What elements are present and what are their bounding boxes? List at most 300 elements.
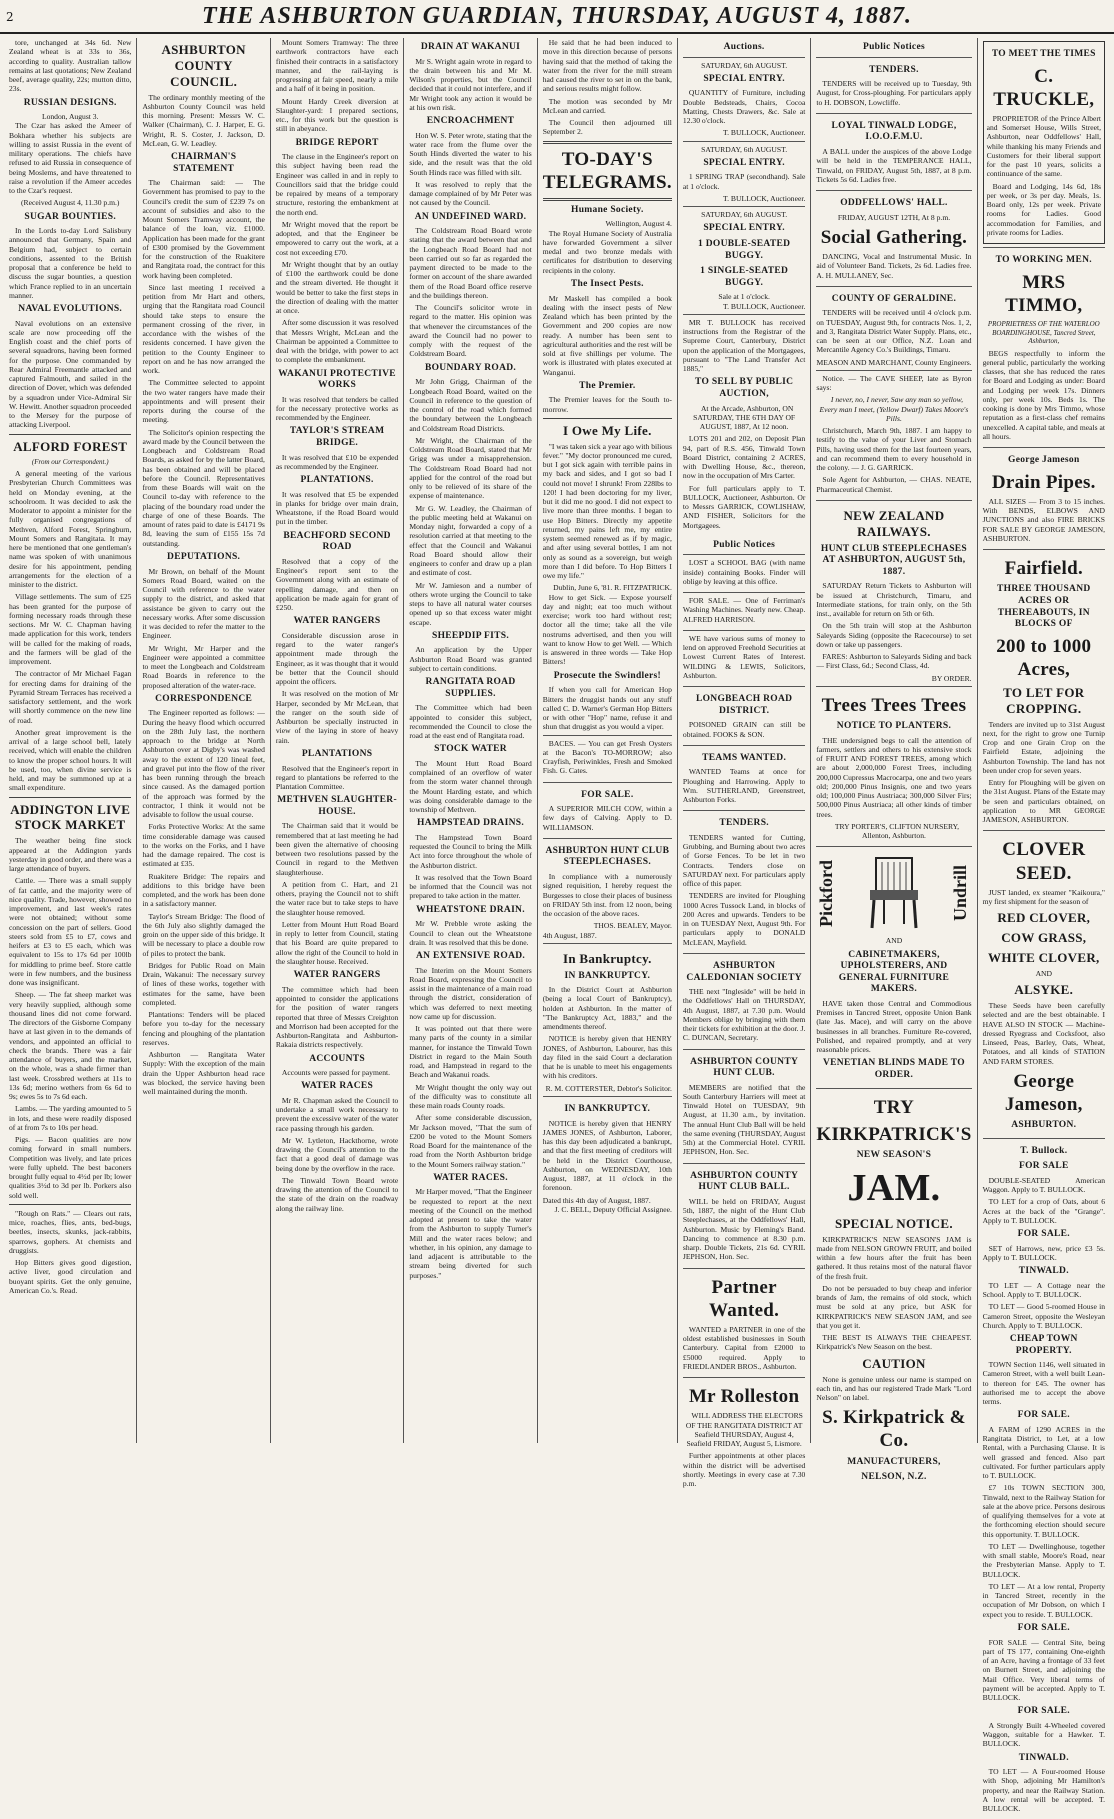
article-text: The weather being fine stock appeared at the Addington yards yesterday in good order, and there was a large attendance of buyers. [9, 836, 132, 874]
ad-text: PROPRIETOR of the Prince Albert and Somerset House, Wills Street, Ashburton, near Oddfellows' Hall, while thanking his many Friends and Customers for their liberal support for the past 10 years, solicits a continuance of the same. [986, 113, 1102, 179]
ad-text: WANTED a PARTNER in one of the oldest established businesses in South Canterbury. Capital from £2000 to £5000 required. Apply to FRIEDLANDER BROS., Ashburton. [682, 1324, 806, 1371]
ad-text: TENDERS wanted for Cutting, Grubbing, and Burning about two acres of Gorse Fences. To be let in two Contracts. Tenders close on SATURDAY next. For particulars apply office of this paper. [682, 832, 806, 889]
article-text: The Premier leaves for the South to-morrow. [542, 395, 672, 414]
article-text: Mr W. Lytleton, Hackthorne, wrote drawing the Council's attention to the fact that a good deal of damage was being done by the overflow in the race. [275, 1135, 399, 1173]
article-text: Resolved that a copy of the Engineer's report sent to the Government along with an estimate of repelling damage, and then on application be made again for grant of £250. [275, 556, 399, 613]
subheading: TAYLOR'S STREAM BRIDGE. [289, 426, 385, 449]
ad-text: DOUBLE-SEATED American Waggon. Apply to T. BULLOCK. [982, 1175, 1106, 1195]
article-text: After some considerable discussion, Mr Jackson moved, "That the sum of £200 be voted to the Mount Somers Road Board for the maintenance of the road from the North Ashburton bridge to the Mount Somers railway station." [409, 1113, 532, 1169]
ad-text: THE BEST IS ALWAYS THE CHEAPEST. Kirkpatrick's New Season on the best. [816, 1333, 972, 1352]
ad-text: JUST landed, ex steamer "Kaikoura," my first shipment for the season of [982, 887, 1106, 907]
article-text: How to get Sick. — Expose yourself day and night; eat too much without exercise; work too hard without rest; doctor all the time; take all the vile nostrums advertised, and then you will want to know How to get Well. — Which is answered in three words — Take Hop Bitters! [542, 592, 672, 667]
article-text: Sheep. — The fat sheep market was very heavily supplied, although some thousand lines did not come forward. The directors of the Gisborne Company have at last given in to the demands of vendors, and appointed an official to check the brands. There was a fair attendance of buyers, and the market, on the whole, was a shade firmer than last week. Crossbred wethers at 11s to 13s 6d; merino wethers from 6s 6d to 9s; ewes 5s to 7s 6d each. [9, 990, 132, 1102]
article-text: Lambs. — The yarding amounted to 5 in lots, and these were readily disposed of at from 7s to 10s per head. [9, 1104, 132, 1132]
ad-heading: CLOVER SEED. [1002, 839, 1086, 884]
legal-notice [543, 1096, 672, 1217]
subheading: WATER RACES [301, 1081, 374, 1092]
advertisement [983, 447, 1105, 549]
ad-heading: ODDFELLOWS' HALL. [840, 198, 948, 209]
ad-heading: IN BANKRUPTCY. [564, 1103, 651, 1114]
advertisement [983, 549, 1105, 830]
ad-heading: TO SELL BY PUBLIC AUCTION, [694, 377, 794, 399]
ad-heading: LONGBEACH ROAD DISTRICT. [695, 694, 793, 716]
ad-heading: TINWALD. [1018, 1752, 1069, 1763]
ad-text: In compliance with a numerously signed requisition, I hereby request the Burgesses to close their places of business on FRIDAY 5th inst. from 12 noon, being the occasion of the above races. [542, 872, 672, 918]
article-text: Village settlements. The sum of £25 has been granted for the purpose of forming necessary roads through these sections. Mr W. C. Chapman having made application for this work, tenders will be called for the making of roads, and the farmers will be glad of the improvement. [9, 592, 132, 667]
article-text: Taylor's Stream Bridge: The flood of the 6th July also slightly damaged the groin on the upper side of this bridge. It will be necessary to place a double row of piles to protect the bank. [142, 911, 265, 958]
advertisement [683, 745, 805, 811]
ad-heading: SPECIAL ENTRY. [703, 73, 785, 84]
ad-heading: T. Bullock. [1020, 1145, 1068, 1156]
advertisement [983, 247, 1105, 447]
ad-text: TENDERS are invited for Ploughing 1000 Acres Tussock Land, in blocks of 200 Acres and upwards. Tenders to be in on TUESDAY Next, August 9th. For particulars apply to DONALD McLEAN, Mayfield. [682, 891, 806, 947]
subheading: The Premier. [579, 380, 636, 391]
divider [9, 1204, 131, 1205]
article-text: It was resolved that the Town Board be informed that the Council was not prepared to take action in the matter. [409, 872, 532, 901]
ad-text: BEGS respectfully to inform the general public, particularly the working classes, that she has reduced the rates for Board and Lodging as under: Board and Lodging per week 17s. Dinners only, per week 10s. Beds 1s. The cooking is done by Mrs Timmo, whose reputation as a first-class chef remains unexcelled. A capital table, and meals at all hours. [982, 348, 1106, 441]
vertical-name-left: Pickford [816, 859, 837, 927]
ad-text: TO LET — Good 5-roomed House in Cameron Street, opposite the Wesleyan Church. Apply to T. BULLOCK. [982, 1302, 1106, 1330]
article-text: It was resolved to reply that the damage complained of by Mr Peter was not caused by the Council. [409, 179, 532, 208]
ad-date: SATURDAY, 6th AUGUST. [701, 144, 788, 154]
section-title: TO-DAY'S TELEGRAMS. [542, 148, 672, 193]
article-text: "I was taken sick a year ago with bilious fever." "My doctor pronounced me cured, but I got sick again with terrible pains in my back and sides, and I got so bad I could not move! I shrunk! From 228lbs to 120! I had been doctoring for my liver, but it did me no good. I did not expect to live more than three months. I began to use Hop Bitters. Directly my appetite returned, my pains left me, my entire system seemed renewed as if by magic, and after using several bottles, I am not only as sound as a sovereign, but weigh more than I did before. To Hop Bitters I owe my life." [542, 441, 672, 581]
advertisement [816, 286, 971, 370]
ad-heading: KIRKPATRICK'S [816, 1123, 972, 1145]
ad-heading: SPECIAL ENTRY. [703, 157, 785, 168]
article-text: Mr G. W. Leadley, the Chairman of the public meeting held at Wakanui on Monday night, forwarded a copy of a resolution carried at that meeting to the effect that the Council and Wakanui Road Board should allow their engineers to confer and draw up a plan and estimate of cost. [409, 503, 532, 578]
ad-text: DANCING, Vocal and Instrumental Music. In aid of Volunteer Band. Tickets, 2s 6d. Ladies free. A. H. MULLANEY, Sec. [816, 252, 972, 280]
ad-text: A Strongly Built 4-Wheeled covered Waggon, suitable for a Hawker. T. BULLOCK. [982, 1720, 1106, 1749]
article-text: Mr Wright moved that the report be adopted, and that the Engineer be empowered to carry out the work, at a cost not exceeding £70. [275, 219, 399, 257]
ad-heading: In Bankruptcy. [562, 950, 652, 966]
subheading: BEACHFORD SECOND ROAD [283, 530, 391, 553]
ad-text: WILL ADDRESS THE ELECTORS OF THE RANGITATA DISTRICT AT Seafield THURSDAY, August 4, Seafield FRIDAY, August 5, Lismore. [685, 1411, 803, 1449]
ad-heading: CABINETMAKERS, UPHOLSTERERS, AND GENERAL FURNITURE MAKERS. [838, 949, 950, 995]
divider [9, 434, 131, 435]
ad-heading: TO LET FOR CROPPING. [1003, 685, 1085, 716]
ad-date: SATURDAY, 6th AUGUST. [701, 210, 788, 220]
ad-text: In the District Court at Ashburton (being a local Court of Bankruptcy), holden at Ashburton. In the matter of "The Bankruptcy Act, 1883," and the amendments thereof. [542, 985, 672, 1032]
ad-text: Board and Lodging, 14s 6d, 18s per week, or 3s per day. Meals, 1s. Board only, 12s per week. Private rooms for Ladies. Good accommodation for Families, and private rooms for Ladies. [986, 181, 1102, 237]
article-text: Letter from Mount Hutt Road Board in reply to letter from Council, stating that his Board are quite prepared to allow the right of the Council to hold in the slaughter house. Received. [275, 919, 399, 966]
ad-heading: Drain Pipes. [991, 471, 1096, 493]
ad-text: Christchurch, March 9th, 1887. I am happy to testify to the value of your Liver and Stomach Pills, having used them for the last fourteen years, and can recommend them to every household in the colony. — J. G. GARRICK. [816, 426, 972, 473]
ad-text: Notice. — The CAVE SHEEP, late as Byron says: [816, 373, 972, 393]
ad-text: LOST a SCHOOL BAG (with name inside) containing Books. Finder will oblige by leaving at this office. [682, 558, 806, 586]
article-text: The Chairman said: — The Government has promised to pay to the Council's credit the sum of £239 7s on account of subsidies and also to the Mount Somers Tramway account, the balance of the loan, viz. £1000. Application has been made for the grant of £300 promised by the Government for the construction of the Ruakitere and Rangitata road, the contract for this work having been completed. [142, 178, 265, 280]
signature: T. BULLOCK, Auctioneer. [723, 128, 806, 138]
ad-heading: THREE THOUSAND ACRES OR THEREABOUTS, IN BLOCKS OF [997, 584, 1091, 630]
ad-heading: COUNTY OF GERALDINE. [831, 293, 957, 304]
signature: BY ORDER. [931, 673, 972, 683]
ad-heading: SPECIAL NOTICE. [835, 1215, 953, 1231]
ad-text: AND [1035, 968, 1053, 978]
headline: SUGAR BOUNTIES. [24, 211, 117, 222]
section-title: Public Notices [713, 539, 776, 550]
dateline: 4th August, 1887. [542, 930, 597, 940]
article-text: A petition from C. Hart, and 21 others, praying the Council not to shift the water race but to take steps to have the slaughter house removed. [275, 879, 399, 917]
ad-text: QUANTITY of Furniture, including Double Bedsteads, Chairs, Cocoa Matting, Chests Drawers, &c. Sale at 12.30 o'clock. [682, 88, 806, 126]
advertisement [816, 686, 971, 847]
ad-text: HAVE taken those Central and Commodious Premises in Tancred Street, opposite Union Bank (late Jas. Mace), and will carry on the above businesses in all branches. Furniture Re-covered, Polished, and repaired promptly, and at very reasonable prices. [816, 998, 972, 1055]
article-text: A general meeting of the various Presbyterian Church Committees was held on Monday evening, at the schoolroom. It was decided to ask the Moderator to appoint a minister for the fully organised congregations of Methven, Alford Forest, Springburn, Mount Somers and Rangitata. It may here be mentioned that one gentleman's name was spoken of with unanimous desire for his appointment, pending arrangements for the election of a minister to the district. [9, 469, 132, 590]
article-text: The Council's solicitor wrote in regard to the matter. His opinion was that whenever the circumstances of the award the Council had no power to comply with the request of the Coldstream Board. [409, 303, 532, 359]
column-3 [271, 38, 404, 1443]
columns [4, 38, 1110, 1814]
article-text: Another great improvement is the arrival of a large school bell, lately received, which will enable the children to know the proper school hours. It will be used, too, when divine service is held, and may be summoned up at a small expenditure. [9, 727, 132, 793]
ad-heading: TINWALD. [1018, 1266, 1069, 1277]
dateline: Dated this 4th day of August, 1887. [542, 1195, 651, 1205]
subheading: BOUNDARY ROAD. [424, 362, 517, 373]
ad-text: MR T. BULLOCK has received instructions from the Registrar of the Supreme Court, Canterbury, District upon the application of the Mortgagees, pursuant to "The Land Transfer Act 1885," [682, 317, 806, 374]
subheading: CHAIRMAN'S STATEMENT [171, 152, 237, 174]
article-text: It was resolved on the motion of Mr Harper, seconded by Mr McLean, that the ranger on the south side of Ashburton be specially instructed in view of the laying in store of heavy rain. [275, 689, 399, 745]
advertisement [983, 41, 1105, 244]
ad-text: Entry for Ploughing will be given on the 31st August. Plans of the Estate may be seen and particulars obtained, on application to MR GEORGE JAMESON, ASHBURTON. [982, 778, 1106, 825]
advertisement [683, 592, 805, 630]
ad-heading: ASHBURTON. [1011, 1120, 1077, 1131]
advertisement [543, 735, 672, 782]
ad-heading: Trees Trees Trees [821, 694, 967, 716]
ad-heading: TO MEET THE TIMES [991, 49, 1096, 59]
ad-text: NOTICE is hereby given that HENRY JONES, of Ashburton, Labourer, has this day filed in the said Court a declaration that he is unable to meet his engagements with his creditors. [542, 1034, 672, 1081]
article-text: Mr W. Jamieson and a number of others wrote urging the Council to take steps to have all natural water courses opened up so that excess water might escape. [409, 580, 532, 627]
ad-text: TENDERS will be received up to Tuesday, 9th August, for Cross-ploughing. For particulars apply to H. DOBSON, Lowcliffe. [816, 79, 972, 107]
article-text: Mr Brown, on behalf of the Mount Somers Road Board, waited on the Council with reference to the water supply to the district, and asked that assistance be given to carry out the necessary works. After some discussion it was decided to refer the matter to the Engineer. [142, 566, 265, 641]
ad-heading: FOR SALE [1018, 1161, 1069, 1172]
ad-text: TO LET — A Cottage near the School. Apply to T. BULLOCK. [982, 1280, 1106, 1299]
article-text: Mr Wright, Mr Harper and the Engineer were appointed a committee to meet the Longbeach and Coldstream Road Boards in reference to the proposed alteration of the water-race. [142, 643, 265, 690]
ad-item: 1 DOUBLE-SEATED BUGGY. [698, 239, 791, 261]
ad-heading: FOR SALE. [1017, 1706, 1070, 1717]
article-text: The contractor of Mr Michael Fagan for erecting dams for draining of the Pyramid Stream Terraces has received a satisfactory settlement, and the work will shortly commence on the new line of road. [9, 669, 132, 725]
ad-heading: ASHBURTON COUNTY HUNT CLUB BALL. [690, 1170, 799, 1193]
ad-heading: SPECIAL ENTRY. [703, 223, 785, 234]
ad-text: A FARM of 1290 ACRES in the Rangitata District, to Let, at a low Rental, with a Purchasing Clause. It is well grassed and fenced. Also part cultivated. For further particulars apply to T. BULLOCK. [982, 1424, 1106, 1481]
subheading: BRIDGE REPORT [295, 137, 379, 148]
ad-text: At the Arcade, Ashburton, ON SATURDAY, THE 6TH DAY OF AUGUST, 1887, At 12 noon. [693, 403, 796, 432]
ad-heading: CAUTION [862, 1355, 926, 1371]
ad-date: SATURDAY, 6th AUGUST. [701, 60, 788, 70]
subheading: WATER RANGERS [293, 616, 381, 627]
ad-text: For full particulars apply to T. BULLOCK, Auctioneer, Ashburton. Or to Messrs GARRICK, COWLISHAW, AND FISHER, Solicitors for the Mortgagees. [682, 483, 806, 530]
ad-item: COW GRASS, [1001, 930, 1087, 946]
subheading: RANGITATA ROAD SUPPLIES. [425, 677, 516, 699]
dateline: Wellington, August 4. [605, 219, 672, 229]
advertisement [683, 554, 805, 592]
ad-text: These Seeds have been carefully selected and are the best obtainable. I HAVE ALSO IN STOCK — Machine-dressed Ryegrass and Cocksfoot, also Linseed, Peas, Barley, Oats, Wheat, Potatoes, and all kinds of STATION AND FARM STORES. [982, 1001, 1106, 1066]
subheading: ACCOUNTS [309, 1053, 365, 1064]
advertisement [683, 57, 805, 141]
ad-heading: ASHBURTON COUNTY HUNT CLUB. [690, 1056, 799, 1079]
ad-text: FARES: Ashburton to Saleyards Siding and back — First Class, 6d.; Second Class, 4d. [816, 652, 972, 671]
article-text: The Committee selected to appoint the two water rangers have made their appointments and will present their reports during the course of the meeting. [142, 378, 265, 425]
advertisement [683, 1163, 805, 1268]
divider [543, 198, 672, 201]
ad-text: A SUPERIOR MILCH COW, within a few days of Calving. Apply to D. WILLIAMSON. [542, 804, 672, 832]
signature: Dublin, June 6, '81. R. FITZPATRICK. [553, 583, 672, 593]
ad-date: FRIDAY, AUGUST 12TH, At 8 p.m. [837, 212, 951, 222]
ad-subheading: PROPRIETRESS OF THE WATERLOO BOARDINGHOUSE, Tancred Street, Ashburton, [987, 320, 1100, 346]
ad-heading: C. TRUCKLE, [993, 65, 1095, 110]
ad-heading: IN BANKRUPTCY. [564, 970, 651, 981]
dateline: London, August 3. [41, 112, 99, 122]
article-text: Forks Protective Works: At the same time considerable damage was caused to the works on the Forks, and I have had the damage repaired. The cost is estimated at £35. [142, 822, 265, 869]
legal-notice [543, 943, 672, 1096]
ad-text: ALL SIZES — From 3 to 15 inches. With BENDS, ELBOWS AND JUNCTIONS and also FIRE BRICKS FOR SALE BY GEORGE JAMESON, ASHBURTON. [982, 496, 1106, 543]
subheading: DEPUTATIONS. [167, 551, 241, 562]
ad-text: POISONED GRAIN can still be obtained. FOOKS & SON. [682, 720, 806, 739]
ad-heading: Mr Rolleston [688, 1386, 800, 1408]
column-6 [678, 38, 811, 1489]
article-text: The Chairman said that it would be remembered that at last meeting he had been given the alternative of choosing between two resolutions passed by the Council in regard to the Methven slaughterhouse. [275, 821, 399, 877]
advertisement [543, 838, 672, 943]
ad-text: TO LET — Dwellinghouse, together with small stable, Moore's Road, near the Presbyterian Manse. Apply to T. BULLOCK. [982, 1541, 1106, 1579]
ad-heading: NEW ZEALAND RAILWAYS. [843, 507, 945, 539]
advertisement [816, 57, 971, 113]
article-text: Accounts were passed for payment. [281, 1068, 391, 1078]
dateline: (Received August 4, 11.30 p.m.) [21, 198, 120, 208]
ad-text: £7 10s TOWN SECTION 300, Tinwald, next to the Railway Station for sale at the above price. Persons desirous of qualifying themselves for a vote at the forthcoming election should secure this opportunity. T. BULLOCK. [982, 1483, 1106, 1539]
divider [9, 797, 131, 798]
divider [543, 418, 672, 419]
headline: ADDINGTON LIVE STOCK MARKET [10, 801, 131, 833]
column-5 [538, 38, 678, 1443]
article-text: Plantations: Tenders will be placed before you to-day for the necessary fencing and ploughing of the plantation reserves. [142, 1010, 265, 1047]
ad-heading: TRY [873, 1096, 915, 1118]
article-text: The Mount Hutt Road Board complained of an overflow of water from the storm water channel through the Mount Harding estate, and which was doing considerable damage to the township of Methven. [409, 758, 532, 815]
ad-text: TO LET — A Four-roomed House with Shop, adjoining Mr Hamilton's property, and near the Railway Station. A low rental will be accepted. T. BULLOCK. [982, 1767, 1106, 1814]
article-text: Naval evolutions on an extensive scale are now proceeding off the English coast and the chief ports of several squadrons, having been formed for the purpose. One commanded by Rear Admiral Freemantle attacked and captured Falmouth, and sailed in the direction of Dover, which was defended by a squadron under Vice-Admiral Sir W. Hewitt. Another squadron proceeded to the Mersey for the purpose of attacking Liverpool. [9, 318, 132, 430]
ad-text: SET of Harrows, new, price £3 5s. Apply to T. BULLOCK. [982, 1243, 1106, 1262]
advertisement [683, 314, 805, 536]
article-text: Considerable discussion arose in regard to the water ranger's appointment made through the Engineer, as it was thought that it would be better that the Council should appoint the officers. [275, 630, 399, 687]
ad-heading: TEAMS WANTED. [702, 752, 787, 763]
ad-item: 1 SINGLE-SEATED BUGGY. [700, 266, 789, 288]
column-2 [137, 38, 270, 1443]
advertisement [816, 370, 971, 500]
signature: THOS. BEALEY, Mayor. [593, 921, 672, 931]
armchair-icon [866, 854, 922, 932]
article-text: The committee which had been appointed to consider the applications for the position of water rangers reported that three of Messrs Creighton and Morrison had been accepted for the Ashburton-Rangitata and Ashburton-Rakaia districts respectively. [275, 984, 399, 1050]
ad-heading: Social Gathering. [820, 226, 968, 248]
ad-text: LOTS 201 and 202, on Deposit Plan 94, part of R.S. 456, Tinwald Town Board District, containing 2 ACRES, with Dwelling House, &c., thereon, now in the occupation of Mrs Carter. [682, 434, 806, 481]
advertisement [543, 782, 672, 838]
subheading: AN EXTENSIVE ROAD. [415, 951, 526, 962]
ad-heading: ASHBURTON HUNT CLUB STEEPLECHASES. [545, 845, 670, 868]
column-8 [978, 38, 1110, 1814]
subheading: WAKANUI PROTECTIVE WORKS [278, 368, 396, 391]
article-text: He said that he had been induced to move in this direction because of persons having said that the method of taking the water from the river for the mill stream had caused the river to set in on the bank, and serious results might follow. [542, 38, 672, 94]
advertisement [683, 630, 805, 686]
ad-text: Sale at 1 o'clock. [718, 292, 770, 302]
ad-text: FOR SALE. — One of Ferriman's Washing Machines. Nearly new. Cheap. ALFRED HARRISON. [682, 596, 806, 624]
article-text: Mr John Grigg, Chairman of the Longbeach Road Board, waited on the Council in reference to the question of the control of the road which formed the boundary between the Longbeach and Coldstream Road Districts. [409, 377, 532, 433]
subheading: HAMPSTEAD DRAINS. [417, 818, 525, 829]
article-text: The clause in the Engineer's report on this subject having been read the Engineer was called in and in reply to Councillors said that the bridge could be repaired by means of a temporary structure, restoring the embankment at the north end. [275, 152, 399, 217]
subheading: AN UNDEFINED WARD. [414, 211, 527, 222]
ad-text: Sole Agent for Ashburton, — CHAS. NEATE, Pharmaceutical Chemist. [816, 475, 972, 494]
ad-text: Further appointments at other places within the district will be advertised shortly. Meetings in every case at 7.30 p.m. [682, 1451, 806, 1489]
column-1 [4, 38, 137, 1443]
article-text: Pigs. — Bacon qualities are now coming forward in small numbers. Competition was lively, and late prices were fully upheld. The best baconers brought fully equal to 4½d per lb; lower qualities 3½d to 3d per lb. Porkers also sold well. [9, 1135, 132, 1200]
advertisement [816, 1088, 971, 1490]
article-text: The motion was seconded by Mr McLean and carried. [542, 96, 672, 115]
ad-heading: George Jameson, [1004, 1070, 1083, 1115]
article-text: Cattle. — There was a small supply of fat cattle, and the majority were of nice quality. Trade, however, showed no improvement, and last week's rates were not obtained; without some concession on the part of sellers. Good steers sold from £5 to £7, cows and heifers at £3 to £5 each, which was equivalent to 15s to 17s 6d per 100lb for middling to prime beef. Store cattle were in few numbers, and the business done was insignificant. [9, 876, 132, 988]
ad-text: None is genuine unless our name is stamped on each tin, and has our registered Trade Mark "Lord Nelson" on label. [816, 1374, 972, 1403]
subheading: The Insect Pests. [570, 278, 644, 289]
article-text: The ordinary monthly meeting of the Ashburton County Council was held this morning. Present: Messrs W. C. Walker (Chairman), C. J. Harper, E. G. Wright, R. S. Coster, J. Jackson, D. McLean, G. W. Leadley. [142, 92, 265, 148]
ad-text: 1 SPRING TRAP (secondhand). Sale at 1 o'clock. [682, 172, 806, 191]
ad-heading: TENDERS. [719, 818, 769, 829]
signature: T. BULLOCK, Auctioneer. [723, 193, 806, 203]
subheading: Prosecute the Swindlers! [553, 670, 661, 681]
advertisement [683, 686, 805, 745]
ad-text: BACES. — You can get Fresh Oysters at the Bacon's TO-MORROW; also Crayfish, Periwinkles, Fresh and Smoked Fish. G. Cates. [542, 738, 672, 776]
subheading: Humane Society. [571, 204, 644, 215]
article-text: It was pointed out that there were many parts of the county in a similar manner, for instance the Tinwald Town District in regard to the Main South road, and Hampstead in regard to the Beach and Wakanui roads. [409, 1024, 532, 1080]
ad-heading: JAM. [847, 1167, 941, 1210]
ad-text: TRY PORTER'S, CLIFTON NURSERY, Allenton, Ashburton. [834, 821, 960, 841]
advertisement [983, 830, 1105, 1137]
article-text: The Hampstead Town Board requested the Council to bring the Milk Act into force throughout the whole of the Ashburton district. [409, 832, 532, 870]
headline: I Owe My Life. [562, 422, 652, 438]
article-text: The Coldstream Road Board wrote stating that the award between that and the Longbeach Road Board had not been carried out so far as regarded the payment directed to be made to the former on account of the share awarded them of the Road Board office reserve and the buildings thereon. [409, 226, 532, 300]
article-text: Ruakitere Bridge: The repairs and additions to this bridge have been completed, and the work has been done in a satisfactory manner. [142, 871, 265, 909]
ad-heading: MRS TIMMO, [1005, 271, 1083, 316]
article-text: Mount Hardy Creek diversion at Slaughter-yard: I prepared sections, etc., for this work but the question is still in abeyance. [275, 96, 399, 134]
article-text: Resolved that the Engineer's report in regard to plantations be referred to the Plantation Committee. [275, 763, 399, 792]
advertisement [683, 1377, 805, 1494]
headline: ALFORD FOREST [13, 438, 128, 454]
signature: MEASON AND MARCHANT, County Engineers. [816, 357, 972, 367]
advertisement [816, 846, 971, 1087]
section-title: Auctions. [723, 42, 765, 52]
ad-text: MEMBERS are notified that the South Canterbury Harriers will meet at Tinwald Hotel on TUESDAY, 9th August, at 11.30 a.m., by invitation. The annual Hunt Club Ball will be held the same evening (THURSDAY, August 5th) at the Commercial Hotel. CYRIL JEPHSON, Hon. Sec. [682, 1082, 806, 1157]
ad-text: WE have various sums of money to lend on approved Freehold Securities at Lowest Current Rates of Interest. WILDING & LEWIS, Solicitors, Ashburton. [682, 633, 806, 680]
advertisement [683, 206, 805, 314]
column-4 [404, 38, 537, 1443]
article-text: Mr W. Prebble wrote asking the Council to clean out the Wheatstone drain. It was resolved that this be done. [409, 919, 532, 947]
article-text: Mr Wright, the Chairman of the Coldstream Road Board, stated that Mr Grigg was under a misapprehension. The Coldstream Road Board had not applied for the control of the road but only to be relieved of its share of the expense of maintenance. [409, 435, 532, 501]
ad-text: TO LET for a crop of Oats, about 6 Acres at the back of the "Grange". Apply to T. BULLOCK. [982, 1197, 1106, 1225]
ad-text: TENDERS will be received until 4 o'clock p.m. on TUESDAY, August 9th, for contracts Nos. 1, 2, and 3, Rangitata District Water Supply. Plans, etc., can be seen at our Office, N.Z. Loan and Mercantile Agency Co.'s Buildings, Timaru. [816, 308, 972, 355]
article-text: If when you call for American Hop Bitters the druggist hands out any stuff called C. D. Warner's German Hop Bitters or with other "Hop" name, refuse it and shun that druggist as you would a viper. [542, 685, 672, 732]
article-text: It was resolved that tenders be called for the necessary protective works as recommended by the Engineer. [275, 394, 399, 423]
ad-text: WILL be held on FRIDAY, August 5th, 1887, the night of the Hunt Club Steeplechases, at the Oddfellows' Hall, Ashburton. Music by Fleming's Band. Dancing to commence at 8.30 p.m. sharp. Double Tickets, 21s 6d. CYRIL JEPHSON, Hon. Sec. [682, 1196, 806, 1262]
signature: R. M. COTTERSTER, Debtor's Solicitor. [545, 1083, 672, 1093]
advertisement [683, 141, 805, 207]
subheading: ENCROACHMENT [426, 116, 515, 127]
advertisement [983, 1138, 1105, 1819]
ad-text: AND [885, 936, 903, 946]
byline: (From our Correspondent.) [31, 457, 109, 466]
divider [543, 141, 672, 144]
ad-heading: LOYAL TINWALD LODGE, I.O.O.F.M.U. [831, 120, 957, 143]
subheading: PLANTATIONS. [300, 475, 374, 486]
ad-heading: ASHBURTON CALEDONIAN SOCIETY [686, 960, 802, 983]
ad-heading: VENETIAN BLINDS MADE TO ORDER. [822, 1058, 965, 1080]
article-text: It was resolved that £5 be expended in planks for bridge over main drain, Wheatstone, if the Road Board would put in the timber. [275, 489, 399, 527]
article-text: The Royal Humane Society of Australia have forwarded Government a silver medal and two bronze medals with certificates for distribution to deserving recipients in the colony. [542, 228, 672, 275]
article-text: tore, unchanged at 34s 6d. New Zealand wheat is at 33s to 36s, according to quality. Australian tallow remains at last quotations; New Zealand beef, average quality, 22s; mutton ditto, 23s. [9, 38, 132, 94]
ad-heading: Partner Wanted. [709, 1276, 780, 1321]
ad-heading: CHEAP TOWN PROPERTY. [1009, 1334, 1078, 1356]
ad-heading: TENDERS. [869, 64, 919, 75]
article-text: In the Lords to-day Lord Salisbury announced that Germany, Spain and Belgium had, subject to certain conditions, assented to the British proposal that a conference be held to discuss the sugar bounties, a question which France replied to in an uncertain manner. [9, 226, 132, 300]
ad-heading: Fairfield. [1004, 558, 1084, 580]
article-text: Mr Wright thought that by an outlay of £100 the earthwork could be done and the stream diverted. He thought it would be better to take the first steps in the direction of dealing with the matter at once. [275, 259, 399, 316]
ad-heading: S. Kirkpatrick & Co. [822, 1407, 966, 1452]
article-text: It was resolved that £10 be expended as recommended by the Engineer. [275, 452, 399, 471]
headline: ASHBURTON COUNTY COUNCIL. [161, 42, 246, 89]
article-text: Hon W. S. Peter wrote, stating that the water race from the flume over the South Hinds diverted the water to his side, and the result was that the old South Hinds race was filled with silt. [409, 130, 532, 177]
column-7 [811, 38, 977, 1483]
advertisement [683, 810, 805, 953]
article-text: The Engineer reported as follows: — During the heavy flood which occurred on the 28th July last, the northern approach to the bridge at North Ashburton over at Digby's was washed away to the extent of 120 lineal feet, and gravel put into the flow of the river has been running through the breach since caused. As the damaged portion of the approach was formed by the contractor, I think it would not be advisable to follow the usual course. [142, 708, 265, 820]
subheading: DRAIN AT WAKANUI [420, 42, 521, 52]
ad-text: Do not be persuaded to buy cheap and inferior brands of Jam, the remains of old stock, which must be sold at any price, but ASK for KIRKPATRICK'S NEW SEASON JAM, and see that you get it. [816, 1283, 972, 1330]
headline: RUSSIAN DESIGNS. [23, 97, 117, 108]
ad-heading: FOR SALE. [1017, 1410, 1070, 1421]
ad-heading: FOR SALE. [1017, 1622, 1070, 1633]
advertisement [683, 953, 805, 1049]
subheading: WATER RANGERS [293, 970, 381, 981]
advertisement [816, 500, 971, 686]
article-text: Mount Somers Tramway: The three earthwork contractors have each finished their contracts in a satisfactory manner, and the rail-laying is progressing at fair speed, nearly a mile and a half of it being in position. [275, 38, 399, 94]
article-text: The Interim on the Mount Somers Road Board, expressing the Council to assist in the maintenance of a main road through the district, consideration of which was deferred to next meeting now came up for discussion. [409, 965, 532, 1021]
ad-text: TOWN Section 1146, well situated in Cameron Street, with a well built Lean-to thereon for £45. The owner has authorised me to accept the above terms. [982, 1360, 1106, 1407]
ad-text: FOR SALE — Central Site, being part of TS 177, containing One-eighth of an Acre, having a frontage of 33 feet on Burnett Street, and adjoining the Mail Office. Very liberal terms of payment will be accepted. Apply to T. BULLOCK. [982, 1637, 1106, 1703]
subheading: CORRESPONDENCE [155, 693, 253, 704]
article-text: Bridges for Public Road on Main Drain, Wakanui: The necessary survey of lines of these works, together with estimates for the same, have been completed. [142, 960, 265, 1007]
vertical-name-right: Undrill [949, 865, 970, 922]
section-title: Public Notices [862, 42, 925, 52]
headline: NAVAL EVOLUTIONS. [18, 304, 123, 315]
ad-text: THE next "Ingleside" will be held in the Oddfellows' Hall on THURSDAY, 4th August, 1887, at 7.30 p.m. Would Members oblige by bringing with them their tickets for exhibition at the door. J. C. DUNCAN, Secretary. [682, 987, 806, 1043]
masthead [0, 0, 1114, 34]
article-text: Ashburton — Rangitata Water Supply: With the exception of the main drain the Upper Ashburton head race was blocked, the service having been well maintained during the month. [142, 1050, 265, 1097]
article-text: Mr Wright thought the only way out of the difficulty was to constitute all these main roads County roads. [409, 1082, 532, 1111]
article-text: The Committee which had been appointed to consider this subject, recommended the Council to close the road at the east end of Rangitata road. [409, 703, 532, 741]
page-number: 2 [6, 10, 14, 24]
subheading: SHEEPDIP FITS. [432, 630, 510, 641]
article-text: After some discussion it was resolved that Messrs Wright, McLean and the Chairman be appointed a Committee to deal with the bridge, with power to act to complete the embankment. [275, 318, 399, 365]
article-text: The Tinwald Town Board wrote drawing the attention of the Council to the state of the drain on the roadway along the railway line. [275, 1175, 399, 1213]
article-text: "Rough on Rats." — Clears out rats, mice, roaches, flies, ants, bed-bugs, beetles, insects, skunks, jack-rabbits, sparrows, gophers. At chemists and druggists. [9, 1208, 132, 1255]
ad-heading: MANUFACTURERS, [847, 1456, 941, 1467]
ad-text: THE undersigned begs to call the attention of farmers, settlers and others to his extensive stock of FRUIT AND FOREST TREES, among which are about 2,000,000 Forest Trees, including 200,000 Cupressus Macrocarpa, one and two years old; 200,000 Pinus Insignis, one and two years old; 100,000 Pinus Austriaca; 300,000 Silver Firs; 500,000 Pinus Austriaca; all other kinds of timber trees. [816, 735, 972, 819]
ad-heading: FOR SALE. [581, 789, 634, 800]
article-text: The Czar has asked the Ameer of Bokhara whether his subjects are willing to assist Russia in the event of military operations. The chiefs have refused to aid Russia in consequence of being Moslems, and have threatened to raise a revolution if the Ameer accedes to the Czar's request. [9, 121, 132, 196]
article-text: Mr Harper moved, "That the Engineer be requested to report at the next meeting of the Council on the method adopted at present to take the water from the Ashburton to supply Turner's Mill and the water races below; and whether, in his opinion, any damage to land adjacent is attributable to the stream being diverted for such purposes." [409, 1187, 532, 1280]
signature: T. BULLOCK, Auctioneer. [723, 301, 806, 311]
ad-heading: 200 to 1000 Acres, [996, 635, 1092, 680]
pickford-undrill-banner [816, 850, 971, 936]
article-text: Mr Maskell has compiled a book dealing with the insect pests of New Zealand which has been printed by the Government and 200 copies are now ready. A number has been sent to agricultural authorities and the rest will be sold at five shillings per volume. The work is illustrated with plates executed at Wanganui. [542, 293, 672, 377]
ad-text: KIRKPATRICK'S NEW SEASON'S JAM is made from NELSON GROWN FRUIT, and boiled within a few hours after the fruit has been gathered. It thus retains most of the natural flavor of the fresh fruit. [816, 1234, 972, 1281]
subheading: WATER RACES. [433, 1172, 508, 1183]
ad-text: Tenders are invited up to 31st August next, for the right to grow one Turnip Crop and one Grain Crop on the Fairfield Estate, adjoining the Ashburton Township. The land has not been under crop for seven years. [982, 719, 1106, 775]
subheading: STOCK WATER [434, 744, 507, 755]
ad-heading: TO WORKING MEN. [995, 255, 1092, 266]
ad-heading: NOTICE TO PLANTERS. [836, 721, 952, 732]
article-text: Mr S. Wright again wrote in regard to the drain between his and Mr M. Wilson's properties, but the Council decided that it could not interfere, and if Mr Wright took any action it would be at his own risk. [409, 56, 532, 112]
ad-heading: George Jameson [1008, 455, 1080, 466]
ad-text: TO LET — At a low rental, Property in Tancred Street, recently in the occupation of Mr Dobson, on which I expect you to reside. T. BULLOCK. [982, 1581, 1106, 1619]
